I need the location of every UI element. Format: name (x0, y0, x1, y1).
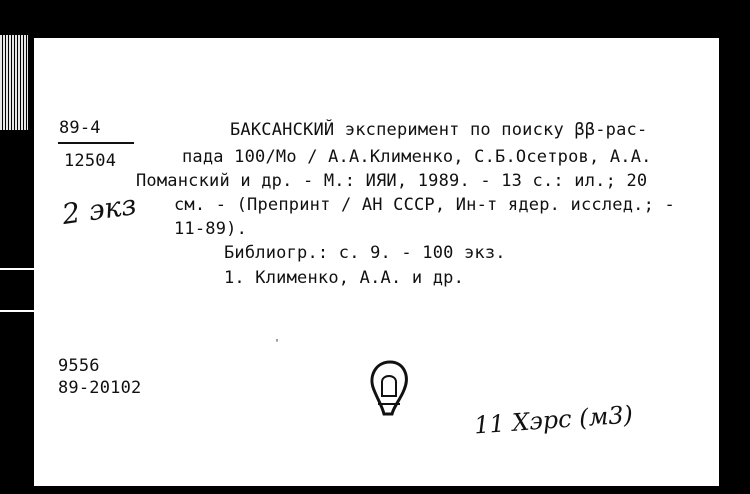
title-line-3: Поманский и др. - М.: ИЯИ, 1989. - 13 с.: ил.; 20 (136, 171, 648, 191)
inventory-number: 12504 (64, 151, 117, 171)
handwritten-bottom-note: 11 Хэрс (м3) (473, 400, 634, 440)
subject-entry-line: 1. Клименко, А.А. и др. (224, 268, 465, 288)
accession-underline (58, 142, 134, 144)
title-line-1: БАКСАНСКИЙ эксперимент по поиску ββ-рас- (230, 120, 648, 140)
title-line-4: см. - (Препринт / АН СССР, Ин-т ядер. исслед.; - (174, 195, 675, 215)
accession-number: 89-4 (59, 118, 101, 138)
scan-edge-noise (0, 35, 28, 130)
bibliography-line: Библиогр.: с. 9. - 100 экз. (224, 243, 506, 263)
bottom-code-1: 9556 (58, 356, 100, 376)
handwritten-copies-note: 2 экз (60, 187, 139, 232)
catalog-card (34, 38, 719, 486)
title-line-5: 11-89). (174, 219, 248, 239)
scan-edge-lines (0, 268, 34, 312)
bottom-code-2: 89-20102 (58, 378, 142, 398)
title-line-2: пада 100/Mo / А.А.Клименко, С.Б.Осетров, А.А. (182, 147, 652, 167)
pencil-mark: ' (274, 338, 281, 349)
library-stamp-icon (364, 356, 414, 418)
